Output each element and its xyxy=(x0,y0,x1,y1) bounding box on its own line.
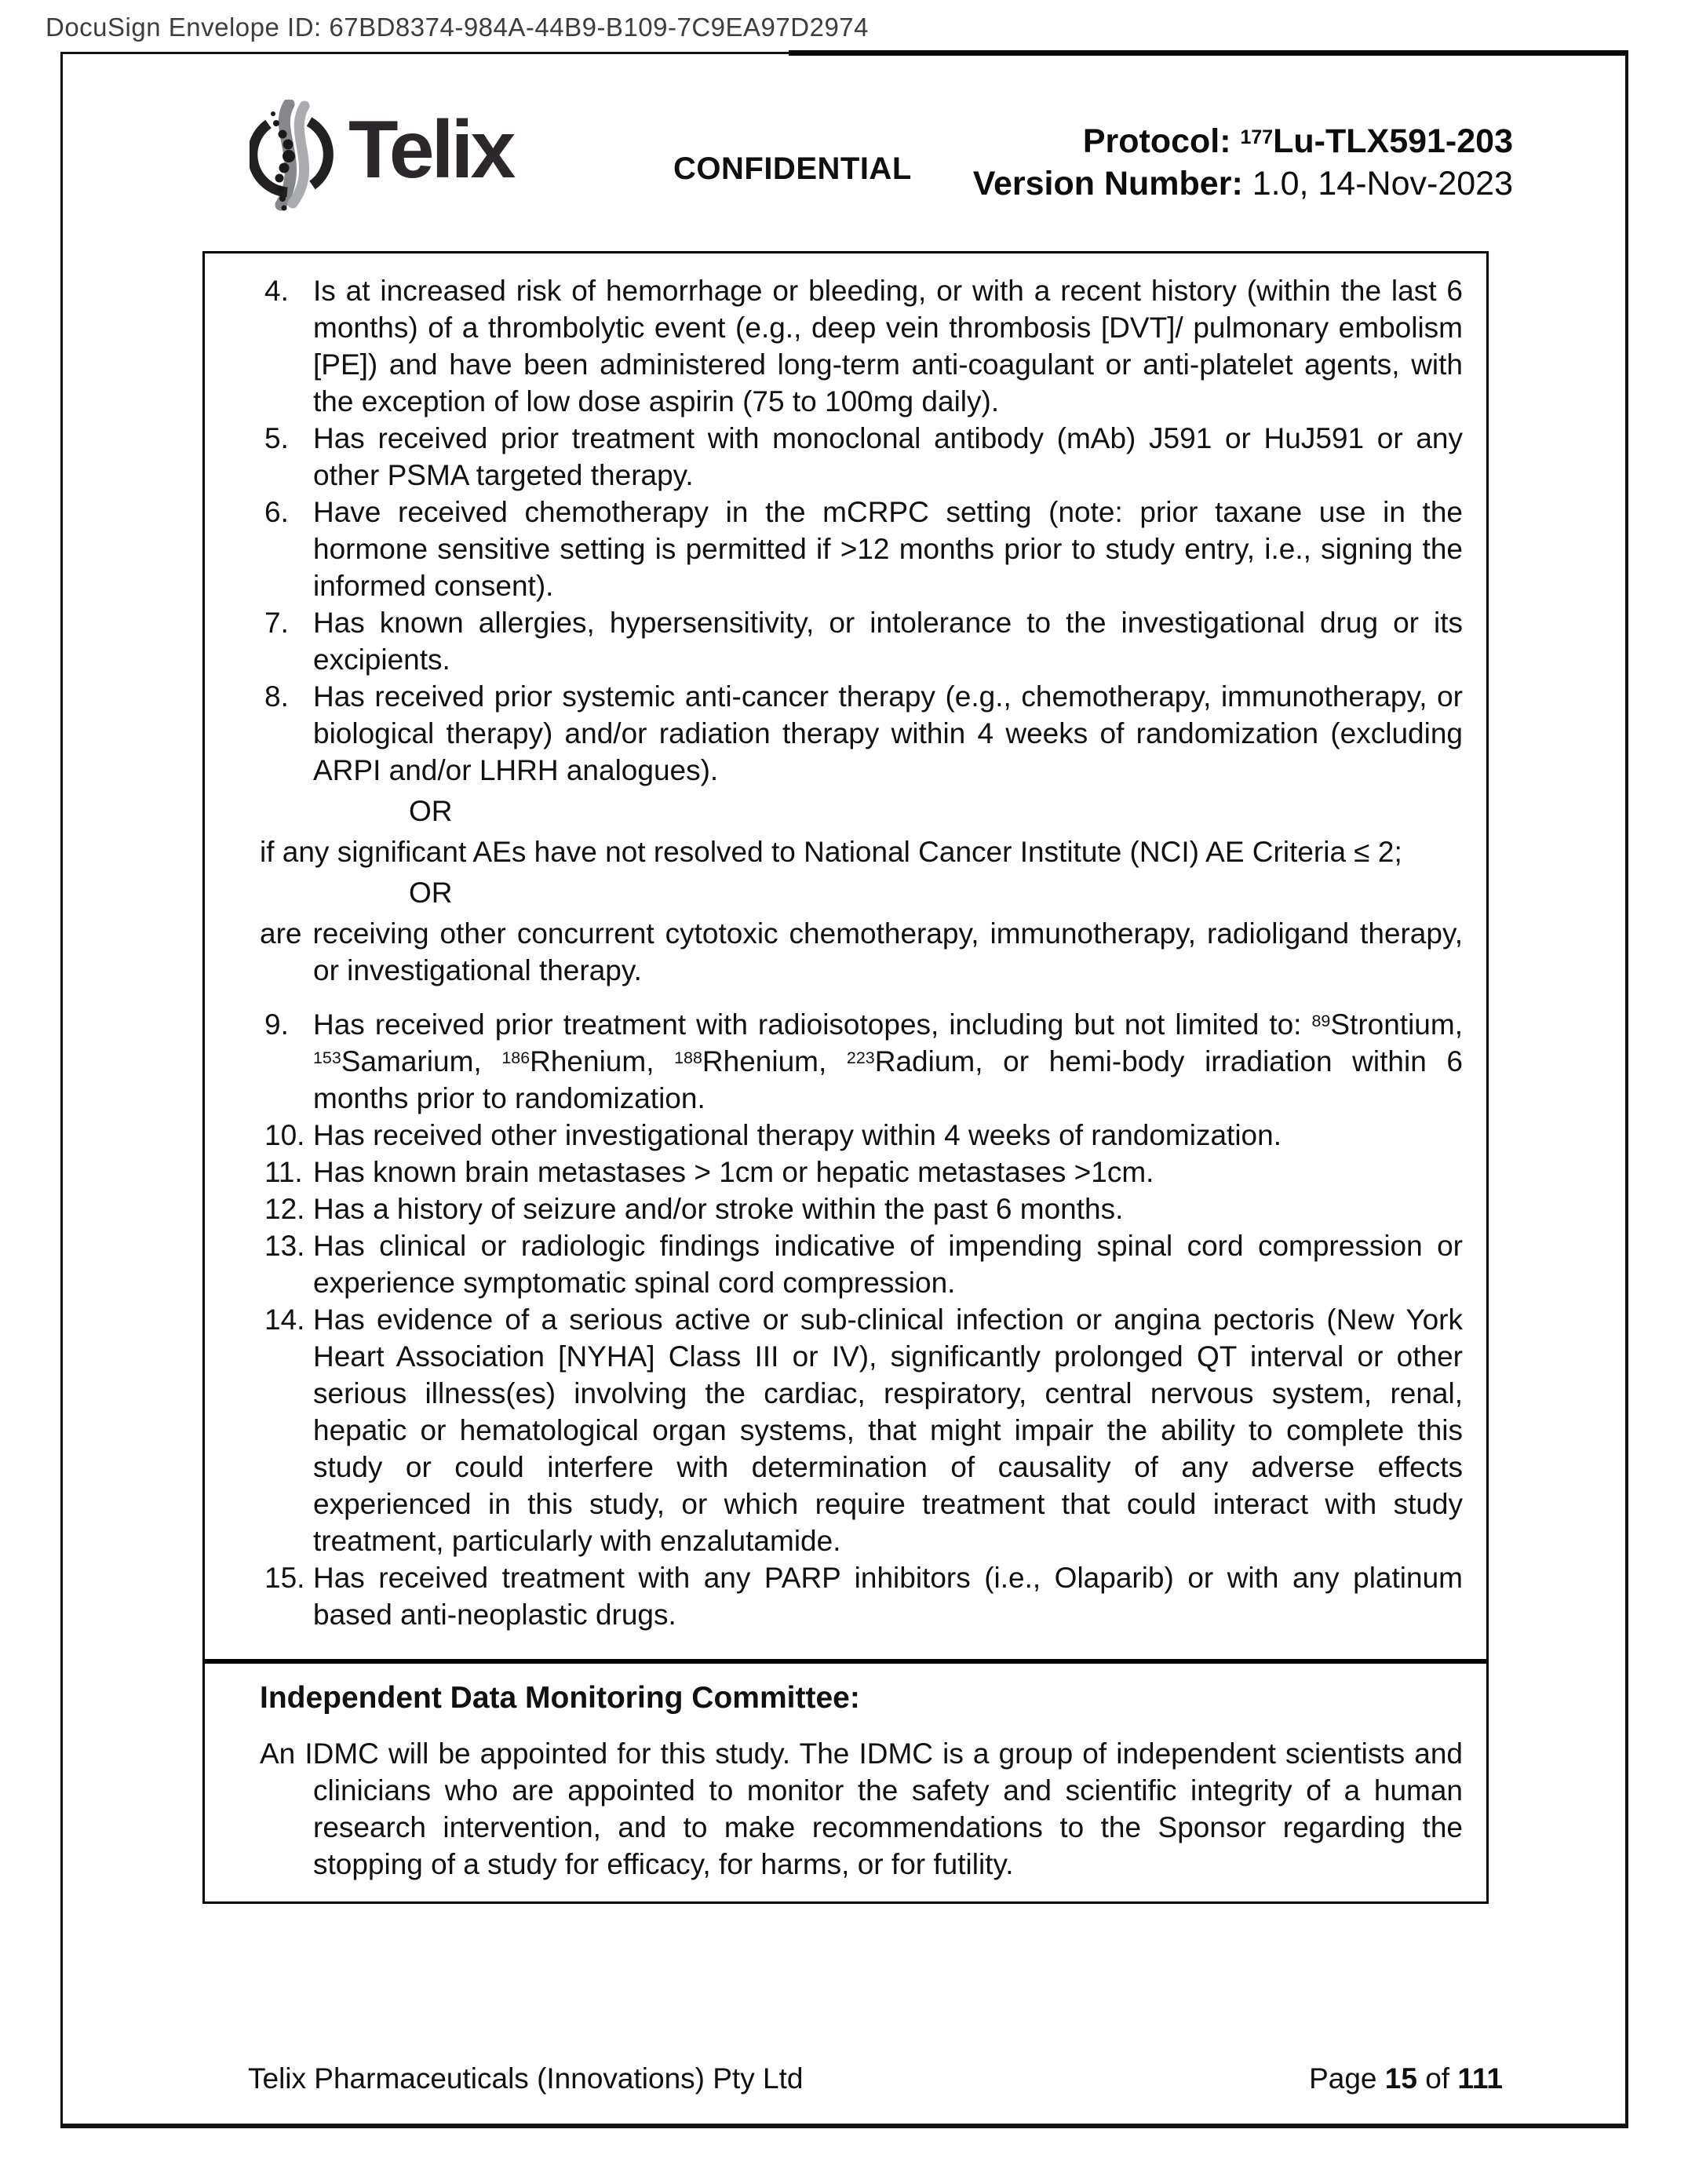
protocol-number: Lu-TLX591-203 xyxy=(1273,122,1513,160)
item-text: Has received prior systemic anti-cancer therapy (e.g., chemotherapy, immunotherapy, or biological therapy) and/or radiation therapy within 4 weeks of randomization (excluding ARPI and/or LHRH analogues). xyxy=(313,680,1463,786)
exclusion-item xyxy=(260,678,1463,789)
item-number: 4. xyxy=(264,275,289,307)
isotope-mass-number: 223 xyxy=(846,1048,875,1068)
item-number: 9. xyxy=(264,1008,289,1041)
item-number: 7. xyxy=(264,607,289,639)
brand-wordmark: Telix xyxy=(348,104,513,195)
telix-logo xyxy=(250,100,512,213)
idmc-heading: Independent Data Monitoring Committee: xyxy=(260,1681,860,1715)
page-frame xyxy=(60,52,1628,2128)
exclusion-item xyxy=(260,1227,1463,1301)
item-number: 14. xyxy=(264,1303,305,1336)
content-column xyxy=(202,251,1489,1904)
version-value: 1.0, 14-Nov-2023 xyxy=(1242,165,1513,202)
item-text: Have received chemotherapy in the mCRPC setting (note: prior taxane use in the hormone sensitive setting is permitted if >12 months prior to study entry, i.e., signing the informed consent). xyxy=(313,496,1463,602)
item-text: Has received prior treatment with monoclonal antibody (mAb) J591 or HuJ591 or any other PSMA targeted therapy. xyxy=(313,422,1463,491)
item-text: Is at increased risk of hemorrhage or bleeding, or with a recent history (within the last 6 months) of a thrombolytic event (e.g., deep vein thrombosis [DVT]/ pulmonary embolism [PE]) and have been administered long-term anti-coagulant or anti-platelet agents, with the exception of low dose aspirin (75 to 100mg daily). xyxy=(313,275,1463,417)
item-text: Has received treatment with any PARP inhibitors (i.e., Olaparib) or with any platinum based anti-neoplastic drugs. xyxy=(313,1562,1463,1631)
protocol-isotope: 177 xyxy=(1240,126,1274,148)
item-text: Has evidence of a serious active or sub-clinical infection or angina pectoris (New York Heart Association [NYHA] Class III or IV), significantly prolonged QT interval or other serious illness(es) involving the cardiac, respiratory, central nervous system, renal, hepatic or hematological organ systems, that might impair the ability to complete this study or could interfere with determination of causality of any adverse effects experienced in this study, or which require treatment that could interact with study treatment, particularly with enzalutamide. xyxy=(313,1303,1463,1557)
exclusion-item xyxy=(260,1301,1463,1559)
exclusion-item xyxy=(260,1190,1463,1227)
footer-page-indicator xyxy=(1309,2062,1503,2095)
exclusion-item xyxy=(260,494,1463,604)
isotope-mass-number: 153 xyxy=(313,1048,341,1068)
item-text: Has known allergies, hypersensitivity, or intolerance to the investigational drug or its excipients. xyxy=(313,607,1463,676)
version-label: Version Number: xyxy=(972,165,1243,202)
item-number: 8. xyxy=(264,680,289,713)
isotope-name: Rhenium, xyxy=(702,1045,847,1077)
item-number: 10. xyxy=(264,1119,305,1151)
version-line xyxy=(973,162,1513,205)
of-label: of xyxy=(1416,2062,1458,2095)
docusign-envelope-text: DocuSign Envelope ID: 67BD8374-984A-44B9-B109-7C9EA97D2974 xyxy=(46,13,870,42)
protocol-header xyxy=(973,120,1513,205)
exclusion-criteria-box xyxy=(202,251,1489,1661)
item-text: Has received other investigational therapy within 4 weeks of randomization. xyxy=(313,1119,1281,1151)
item-number: 5. xyxy=(264,422,289,454)
page-footer xyxy=(248,2062,1503,2095)
isotope-mass-number: 188 xyxy=(674,1048,702,1068)
page-total: 111 xyxy=(1457,2062,1503,2095)
exclusion-item xyxy=(260,604,1463,678)
exclusion-item xyxy=(260,1154,1463,1190)
footer-company: Telix Pharmaceuticals (Innovations) Pty Ltd xyxy=(248,2062,804,2095)
idmc-box xyxy=(202,1661,1489,1904)
item9-pre-text: Has received prior treatment with radioisotopes, including but not limited to: xyxy=(313,1008,1312,1041)
isotope-name: Radium, xyxy=(874,1045,1004,1077)
item9-post-text: or hemi-body irradiation within 6 months prior to randomization. xyxy=(313,1045,1463,1114)
item-text: Has known brain metastases > 1cm or hepatic metastases >1cm. xyxy=(313,1156,1154,1188)
item-number: 15. xyxy=(264,1562,305,1594)
telix-spine-icon xyxy=(250,100,336,213)
or-separator: OR xyxy=(409,877,453,909)
item-number: 13. xyxy=(264,1230,305,1262)
exclusion-item xyxy=(260,272,1463,420)
confidential-label: CONFIDENTIAL xyxy=(673,151,912,186)
protocol-label: Protocol: xyxy=(1082,122,1241,160)
isotope-name: Samarium, xyxy=(341,1045,502,1077)
frame-top-rule xyxy=(789,50,1628,56)
isotope-mass-number: 89 xyxy=(1311,1012,1331,1031)
page-number: 15 xyxy=(1384,2062,1417,2095)
page-label: Page xyxy=(1309,2062,1385,2095)
item-number: 6. xyxy=(264,496,289,528)
item-text: Has clinical or radiologic findings indicative of impending spinal cord compression or experience symptomatic spinal cord compression. xyxy=(313,1230,1463,1299)
item-text: Has a history of seizure and/or stroke within the past 6 months. xyxy=(313,1193,1124,1225)
exclusion-item-radioisotopes xyxy=(260,1006,1463,1117)
idmc-paragraph: An IDMC will be appointed for this study. The IDMC is a group of independent scientists and clinicians who are appointed to monitor the safety and scientific integrity of a human research intervention, and to make recommendations to the Sponsor regarding the stopping of a study for efficacy, for harms, or for futility. xyxy=(260,1737,1463,1880)
exclusion-item xyxy=(260,1117,1463,1154)
exclusion-item xyxy=(260,420,1463,494)
item-text xyxy=(313,1006,1463,1117)
exclusion-item xyxy=(260,1559,1463,1633)
protocol-line xyxy=(973,120,1513,162)
ae-criteria-clause: if any significant AEs have not resolved to National Cancer Institute (NCI) AE Criteria ≤ 2; xyxy=(260,836,1402,868)
item-number: 12. xyxy=(264,1193,305,1225)
isotope-name: Rhenium, xyxy=(530,1045,675,1077)
or-separator: OR xyxy=(409,795,453,827)
isotope-mass-number: 186 xyxy=(501,1048,530,1068)
concurrent-therapy-clause: are receiving other concurrent cytotoxic chemotherapy, immunotherapy, radioligand therapy, or investigational therapy. xyxy=(260,917,1463,986)
item-number: 11. xyxy=(264,1156,303,1188)
isotope-name: Strontium, xyxy=(1330,1008,1463,1041)
